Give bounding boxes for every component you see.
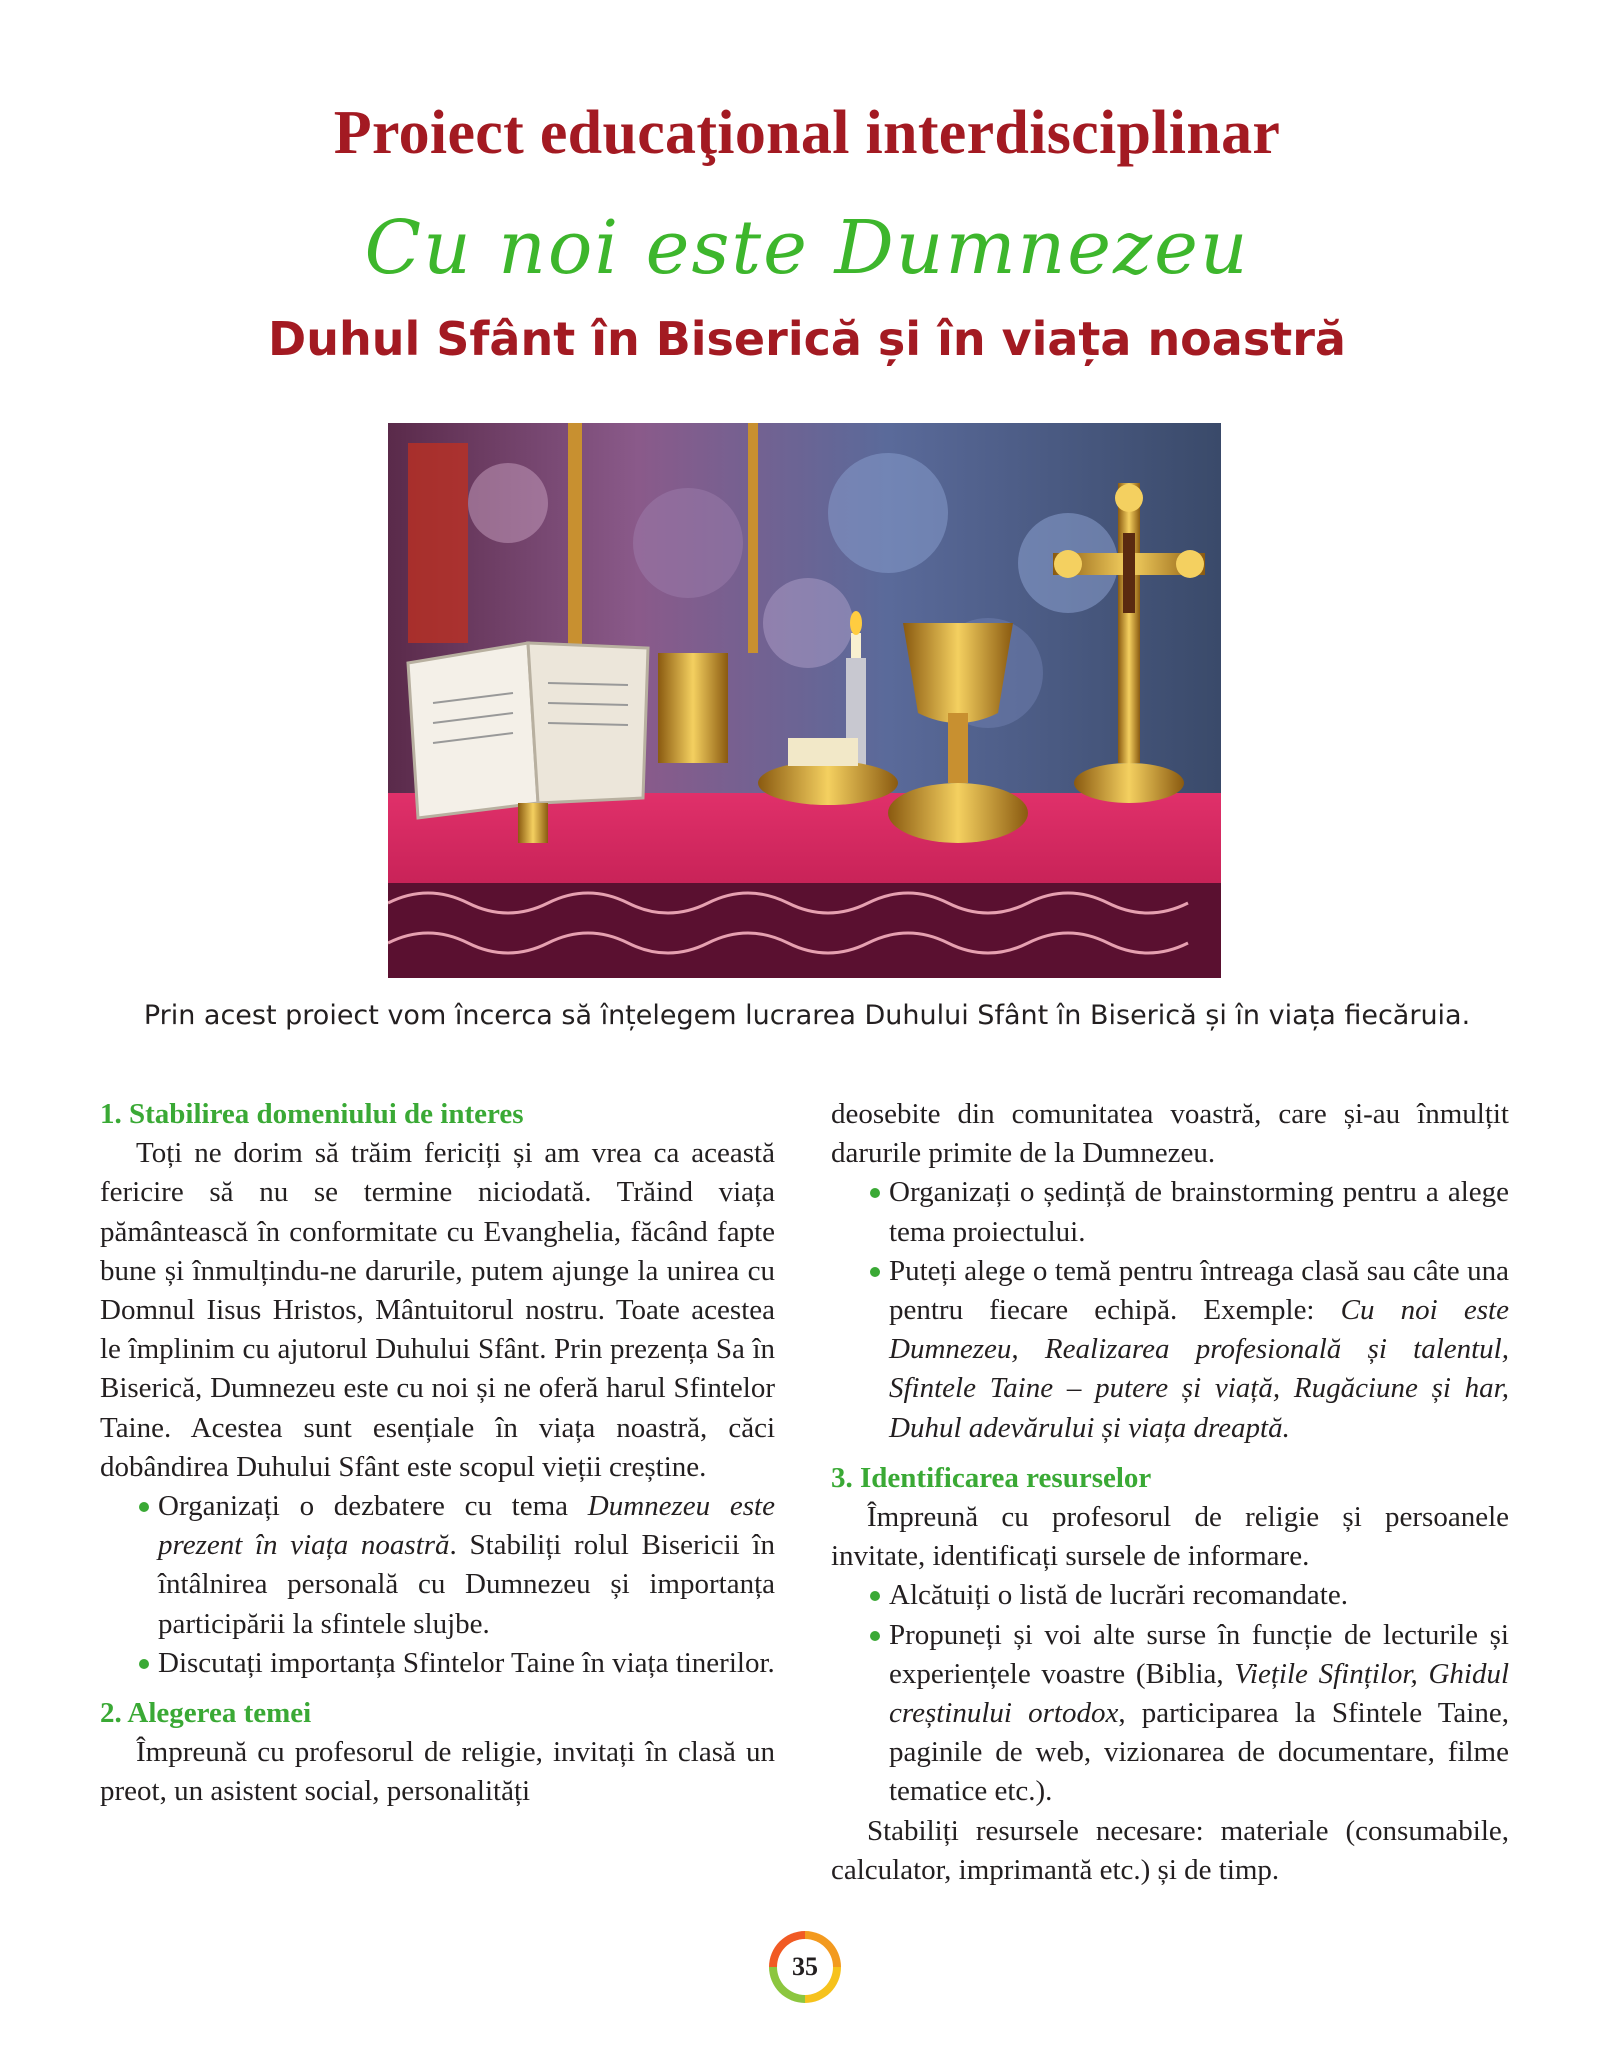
page-number: 35 (777, 1939, 833, 1995)
page-number-badge (769, 1931, 841, 2003)
bullet-dot-icon (870, 1591, 880, 1601)
section-2-continued: deosebite din comunitatea voastră, care și-au înmulțit darurile primite de la Dumnezeu. (831, 1098, 1509, 1170)
script-title: Cu noi este Dumnezeu (364, 205, 1250, 291)
bullet-dot-icon (870, 1631, 880, 1641)
page-title: Proiect educaţional interdisciplinar (333, 99, 1281, 167)
section-1-text: Toți ne dorim să trăim fericiți și am vrea ca această fericire să nu se termine niciodată. Trăind viața pământească în conformitate cu Evanghelia, făcând fapte bune și înmulțindu-ne darurile, putem ajunge la unirea cu Domnul Iisus Hristos, Mântuitorul nostru. Toate acestea le împlinim cu ajutorul Duhului Sfânt. Prin prezența Sa în Biserică, Dumnezeu este cu noi și ne oferă harul Sfintelor Taine. Acestea sunt esențiale în viața noastră, căci dobândirea Duhului Sfânt este scopul vieții creștine. (100, 1137, 775, 1483)
bullet-item: Organizați o ședință de brainstorming pentru a alege tema proiectului. (831, 1173, 1509, 1251)
bullet-item: Organizați o dezbatere cu tema Dumnezeu este prezent în viața noastră. Stabiliți rolul Bisericii în întâlnirea personală cu Dumnezeu și importanța participării la sfintele slujbe. (100, 1487, 775, 1644)
section-2-text: Împreună cu profesorul de religie, invitați în clasă un preot, un asistent social, personalități (100, 1736, 775, 1808)
left-column (100, 1095, 775, 1812)
bullet-item: Alcătuiți o listă de lucrări recomandate. (831, 1576, 1509, 1615)
section-3-text: Împreună cu profesorul de religie și persoanele invitate, identificați sursele de informare. (831, 1501, 1509, 1573)
section-2-heading: 2. Alegerea temei (100, 1697, 312, 1730)
section-3-heading: 3. Identificarea resurselor (831, 1461, 1152, 1494)
section-3-end-text: Stabiliți resursele necesare: materiale (consumabile, calculator, imprimantă etc.) și de timp. (831, 1814, 1509, 1886)
bullet-dot-icon (870, 1188, 880, 1198)
bullet-dot-icon (139, 1502, 149, 1512)
bullet-item: Propuneți și voi alte surse în funcție de lecturile și experiențele voastre (Biblia, Viețile Sfinților, Ghidul creștinului ortodox, participarea la Sfintele Taine, paginile de web, vizionarea de documentare, filme tematice etc.). (831, 1616, 1509, 1812)
page-subtitle: Duhul Sfânt în Biserică și în viața noastră (268, 312, 1346, 366)
bullet-item: Puteți alege o temă pentru întreaga clasă sau câte una pentru fiecare echipă. Exemple: Cu noi este Dumnezeu, Realizarea profesională și talentul, Sfintele Taine – putere și viață, Rugăciune și har, Duhul adevărului și viața dreaptă. (831, 1252, 1509, 1448)
bullet-dot-icon (870, 1267, 880, 1277)
bullet-item: Discutați importanța Sfintelor Taine în viața tinerilor. (100, 1644, 775, 1683)
photo-caption: Prin acest proiect vom încerca să înțelegem lucrarea Duhului Sfânt în Biserică și în viața fiecăruia. (143, 1000, 1471, 1031)
right-column (831, 1095, 1509, 1890)
altar-chalice-photo (388, 423, 1221, 978)
section-1-heading: 1. Stabilirea domeniului de interes (100, 1098, 524, 1130)
bullet-dot-icon (139, 1659, 149, 1669)
